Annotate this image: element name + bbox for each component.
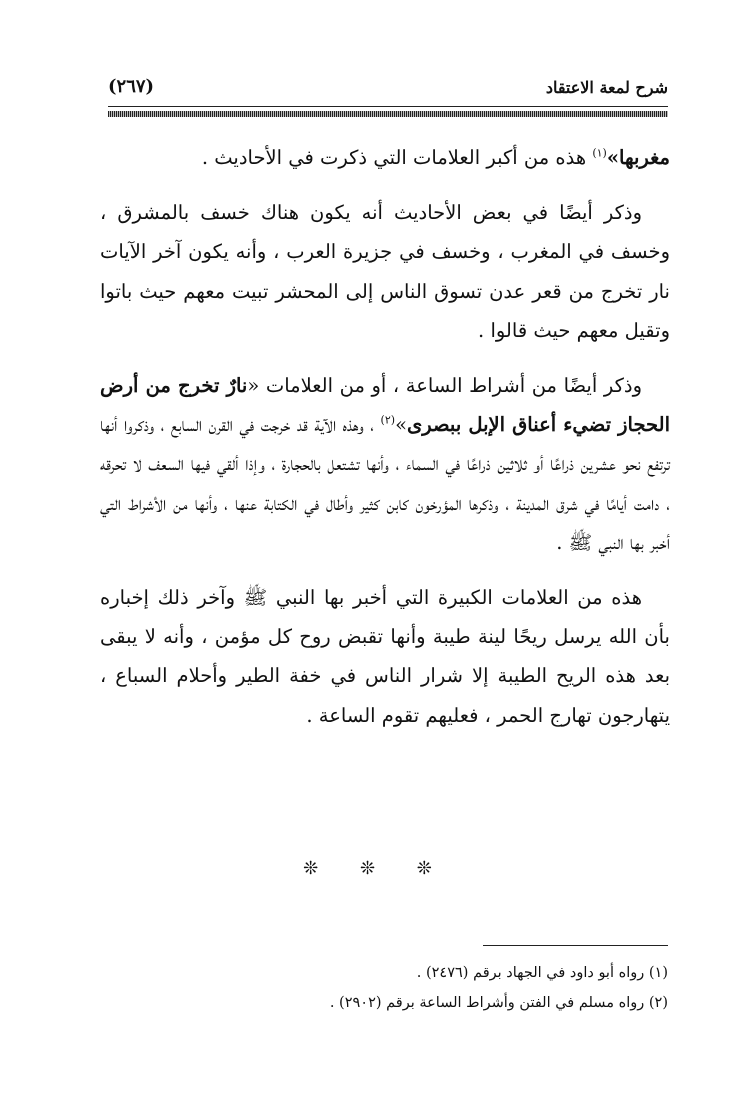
paragraph-2-text: وذكر أيضًا في بعض الأحاديث أنه يكون هناك خسف بالمشرق ، وخسف في المغرب ، وخسف في جزيرة العرب ، وأنه يكون آخر الآيات نار تخرج من قعر عدن تسوق الناس إلى المحشر تبيت معهم حيث باتوا وتقيل معهم حيث قالوا . [100, 201, 670, 342]
paragraph-1 [100, 138, 670, 177]
footnote-number: (٢) [648, 995, 668, 1011]
header-rule-hatched [108, 111, 668, 117]
paragraph-2 [100, 193, 670, 350]
running-header [108, 74, 668, 104]
footnote-text: رواه مسلم في الفتن وأشراط الساعة برقم (٢٩٠٢) . [329, 995, 649, 1011]
footnote-2 [100, 988, 668, 1018]
paragraph-3-intro: وذكر أيضًا من أشراط الساعة ، أو من العلامات « [247, 374, 642, 398]
paragraph-4-text: هذه من العلامات الكبيرة التي أخبر بها النبي ﷺ وآخر ذلك إخباره بأن الله يرسل ريحًا لينة طيبة وأنها تقبض روح كل مؤمن ، وأنه لا يبقى بعد هذه الريح الطيبة إلا شرار الناس في خفة الطير وأحلام السباع ، يتهارجون تهارج الحمر ، فعليهم تقوم الساعة . [100, 586, 670, 727]
footnote-rule [483, 945, 668, 946]
footnote-ref-1: (١) [592, 146, 607, 160]
page-number: (٢٦٧) [108, 76, 155, 97]
hadith-quote: نارٌ تخرج من أرض الحجاز تضيء أعناق الإبل ببصرى [100, 374, 671, 437]
book-title: شرح لمعة الاعتقاد [545, 78, 668, 97]
paragraph-3-text: ، وهذه الآية قد خرجت في القرن السابع ، وذكروا أنها ترتفع نحو عشرين ذراعًا أو ثلاثين ذراعًا في السماء ، وأنها تشتعل بالحجارة ، وإذا ألقي فيها السعف لا تحرقه ، دامت أيامًا في شرق المدينة ، وذكرها المؤرخون كابن كثير وأطال في الكتابة عنها ، وأنها من الأشراط التي أخبر بها النبي ﷺ . [100, 413, 670, 554]
bold-quote-end: مغربها» [606, 146, 670, 169]
footnotes [100, 958, 668, 1018]
footnote-1 [100, 958, 668, 988]
paragraph-1-text: هذه من أكبر العلامات التي ذكرت في الأحاديث . [201, 146, 593, 169]
footnote-text: رواه أبو داود في الجهاد برقم (٢٤٧٦) . [416, 965, 649, 981]
paragraph-3 [100, 366, 670, 562]
main-text [100, 138, 670, 735]
footnote-ref-2: (٢) [380, 413, 396, 427]
paragraph-4 [100, 578, 670, 735]
quote-close: » [395, 413, 407, 437]
section-separator: ❊ ❊ ❊ [303, 858, 450, 879]
footnote-number: (١) [648, 965, 668, 981]
header-rule [108, 106, 668, 107]
